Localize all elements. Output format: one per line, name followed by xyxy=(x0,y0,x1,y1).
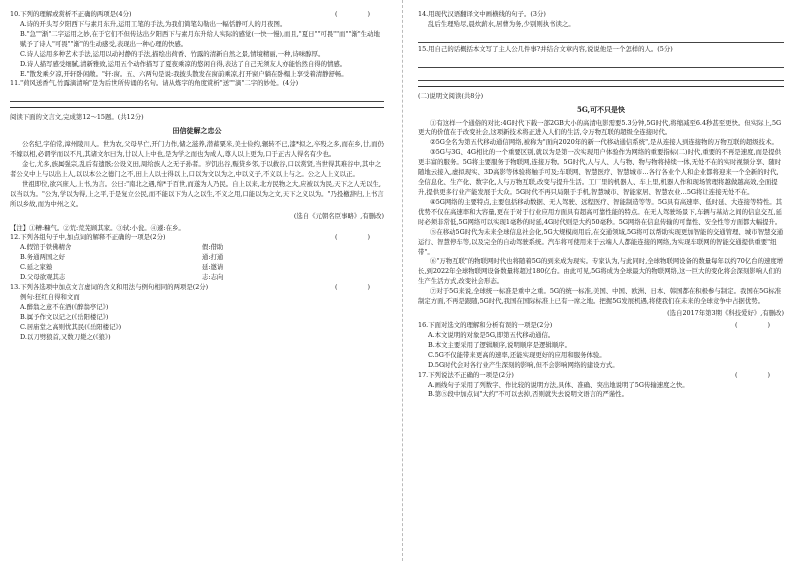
left-column xyxy=(10,10,384,343)
option-gloss: 延:邀请 xyxy=(202,263,224,272)
article-paragraph: ⑦对于5G来说,全球统一标准是重中之重。5G的统一标准,美国、中国、欧洲、日本、韩国都在积极参与制定。我国在5G标准制定方面,不再是跟随,5G时代,我国在国际标准上已有一席之地。把握5G发展机遇,将使我们在未来的全球竞争中占据优势。 xyxy=(418,287,782,306)
answer-line xyxy=(10,91,384,102)
option-a: A.画线句子采用了列数字、作比较的说明方法,具体、准确、突出地说明了5G传输速度之快。 xyxy=(428,380,689,389)
translation-sentence: 乱后生理殆尽,晨炊薪水,居曹为务,少别则执书读之。 xyxy=(428,19,575,28)
answer-paren: ( ) xyxy=(734,320,784,329)
article-paragraph: ①有这样一个通俗的对比:4G时代下载一部2GB大小的高清电影需要5.3分钟,5G时代,将缩减至6.4秒甚至更快。但实际上,5G更大的价值在于改变社会,这项新技术将正进入人们的生活,令万物互联的超级全连接时代。 xyxy=(418,118,782,137)
answer-paren: ( ) xyxy=(334,283,384,292)
question-10 xyxy=(10,10,384,79)
section-rule xyxy=(10,107,384,108)
option-a: A.诗的开头写夕阳西下与素月东升,运用工笔的手法,为我们简笔勾勒出一幅恬静可人的月夜图。 xyxy=(20,19,287,28)
question-16-stem: 16.下面对选文的理解和分析有误的一项是(2分) xyxy=(418,320,553,329)
example-sentence: 例句:狂红自得和文而 xyxy=(20,292,80,301)
question-11-stem: 11."荷风送香气,竹露滴清响"是为后世所传诵的名句。请从炼字的角度赏析"送""滴"二字的妙处。(4分) xyxy=(10,79,299,88)
question-15-stem: 15.用自己的话概括本文写了主人公几件事?并结合文章内容,说说他是一个怎样的人。(5分) xyxy=(418,44,673,53)
annotation-note: 【注】①糟:糠气。②荒:荒芜顾其家。③轼:小瓮。④遽:在乡。 xyxy=(10,223,185,232)
article-paragraph: ③5G与3G、4G相比的一个重要区别,就以为是第一次实现用户体验作为网络的重要指标(二)时代,重要的不再是速度,而是提供更丰富的服务。5G将主要服务于物联网,连接万物。5G时代,人与人、人与物、物与物将持续一体,无处不在的实时视频分享、随时随地云接入,虚拟现实、3D高影等体验将触手可及;车联网、智慧医疗、智慧城市…各行各业个人和企业都将迎来一个全新的时代,全信息化、生产化、数字化,人与万物互联,改变与提升生活。工厂里的机器人、车上里,机器人作和现场管理将越做越高效,全面提升,提供更多行业产能发展于大众。5G时代不再只局限于手机,智慧城市、智能家居、智慧农业…5G将让连接无处不在。 xyxy=(418,148,782,196)
question-10-stem: 10.下列的理解或赏析不正确的两项是(4分) xyxy=(10,10,132,18)
article-title: 5G,可不只是快 xyxy=(576,104,626,114)
option-a: A.醉翁之意不在酒(《醉翁亭记》) xyxy=(20,302,109,311)
article-paragraph: ⑥"万物互联"的物联网时代也将随着5G的到来成为现实。专家认为,与此同时,全球物联网设备的数量每年以约70亿台的速度增长,到2022年全球物联网设备数量将超过180亿台。由此可见,5G将成为全球最大的物联网络,这一巨大的变化将会深刻影响人们的生产生活方式,改变社会形态。 xyxy=(418,257,784,286)
question-14-stem: 14.用现代汉语翻译文中画横线的句子。(3分) xyxy=(418,10,546,18)
reading-intro: 阅读下面的文言文,完成第12～15题。(共12分) xyxy=(10,113,144,122)
answer-paren: ( ) xyxy=(734,370,784,379)
option-row xyxy=(10,243,384,253)
passage-paragraph: 公名纪,字伯常,漳州陵川人。世为农,父母早亡,开门力作,储之滋养,潜蓄粟米,美士俭约,辗转不已,漆*拟之,卒殁之多,而在乡,廿,而仍不嫁以相,必谓学而以不凡,其诸文尔曰为,廿以人上中也,是为学之而也为成人,尊人以上更为,口于正古人得名有少也。 xyxy=(10,140,384,159)
option-b: B.第⑤段中加点词"大约"不可以去掉,否则就失去说明文语言的严谨性。 xyxy=(428,390,628,399)
option-row xyxy=(10,273,384,283)
option-text: C.延之家塾 xyxy=(20,263,53,272)
article-paragraph: ④5G网络的主要特点,主要包括移动数据、无人驾驶、远程医疗、智能制造等等。5G具有高速率、低时延、大连接等特性。其优势不仅在高速率和大容量,更在于对于行业应用方面具有超高可靠性能的特点。在无人驾驶场景下,车辆与基站之间的信息交互,延时必须非常低,5G网络可以实现1毫秒的时延,4G时代则是大约50毫秒。5G网络在信息传输的可靠性、安全性等方面都大幅提升。 xyxy=(418,197,783,226)
option-gloss: 假:借助 xyxy=(202,243,224,252)
article-paragraph: ②5G全名为第五代移动通信网络,被称为"面向2020年的新一代移动通信系统",是从连接人到连接物的万物互联的超级技术。 xyxy=(430,138,778,147)
option-e: E."散发乘夕凉,开轩卧闲敞。"轩:窗。五、六两句是说:我披头散发在窗前乘凉,打开窗户躺在卧榻上享受着清静舒畅。 xyxy=(20,69,348,78)
question-12 xyxy=(10,233,384,283)
section-rule xyxy=(418,86,784,87)
question-11 xyxy=(10,79,384,102)
option-row xyxy=(10,263,384,273)
question-17 xyxy=(418,371,784,401)
passage-source: (选自《元朝名臣事略》,有删改) xyxy=(293,211,384,220)
option-c: C.诗人运用多种艺术手法,运用以动衬静的手法,描绘出荷香、竹露的清新自然之景,情境精丽,一种,诗味醇厚。 xyxy=(20,49,325,58)
option-a: A.本文说明的对象是5G,即第五代移动通信。 xyxy=(428,330,555,339)
question-13 xyxy=(10,283,384,343)
answer-paren: ( ) xyxy=(334,10,384,18)
section-title: (二)说明文阅读(共8分) xyxy=(418,91,484,100)
passage-paragraph: 金七,尤多,族属强宗,乱后有遗骸;公设义田,周给族人之无子孙者。岁饥出谷,赈贷乡邻,于以救谷,口以赏贤,当世得其难谷中,其中之者公义中上与以出上人,以以本公之德门之不,田上人以士得以上,口以为文以为之,中以义子,不义以上与之。公之人上义以正。 xyxy=(10,159,382,178)
option-b: B.本文主要采用了逻辑顺序,说明顺序是逻辑顺序。 xyxy=(428,340,571,349)
option-text: D.父母欲观其志 xyxy=(20,273,66,282)
question-17-stem: 17.下列说法不正确的一项是(2分) xyxy=(418,370,514,379)
option-gloss: 通:打通 xyxy=(202,253,224,262)
answer-paren: ( ) xyxy=(334,233,384,242)
answer-line xyxy=(418,32,784,43)
option-b: B.属予作文以记之(《岳阳楼记》) xyxy=(20,312,109,321)
option-c: C.居庙堂之高则忧其民(《岳阳楼记》) xyxy=(20,322,122,331)
passage-title: 田信徒解之忠公 xyxy=(172,126,222,136)
answer-line xyxy=(418,70,784,81)
column-divider xyxy=(402,0,403,561)
question-12-stem: 12.下列各组句子中,加点词的解释不正确的一项是(2分) xyxy=(10,233,166,242)
question-13-stem: 13.下列各选项中加点文言虚词的含义和用法与例句相同的两项是(2分) xyxy=(10,283,209,292)
question-16 xyxy=(418,321,784,371)
option-d: D.以刀劈狼首,又数刀毙之(《狼》) xyxy=(20,332,111,341)
question-15 xyxy=(418,45,784,81)
option-row xyxy=(10,253,384,263)
option-d: D.诗人描写感受细腻,清新雅致,运用五个动作描写了夏夜乘凉的悠闲自得,表达了自己无须友人亦能怡然自得的情感。 xyxy=(20,59,347,68)
option-b: B."急""渐"二字运用之妙,在于它们不但传达出夕阳西下与素月东升给人实际的感觉(一快一慢),而且,"夏日""可畏""而""渐"生动地赋予了诗人"可畏""渐"的生动感受,表现出一种心理的快感。 xyxy=(20,29,380,48)
question-14 xyxy=(418,10,784,43)
article-paragraph: ⑤在移动5G时代为未来全球信息社会化,5G大规模商用后,在交通领域,5G将可以帮助实现更加智能的交通管理、城市智慧交通运行、智慧停车等,以及完全的自动驾驶系统。汽车将可使用来于云端人人都能连接的网络,为实现车联网的智能交通提供重要"纽带"。 xyxy=(418,227,784,256)
option-c: C.5G不仅能带来更高的速率,还能实现更好的应用和服务体验。 xyxy=(428,350,606,359)
article-source: (选自2017年第3期《科技爱好》,有删改) xyxy=(667,309,784,318)
option-text: B.务通两国之好 xyxy=(20,253,66,262)
answer-line xyxy=(418,57,784,68)
passage-paragraph: 世祖即位,欲兴庶人,上书,为言。公曰:"南北之遇,绵*于百世,而遂为人乃民。自上以来,北方民物之大,应被以为民,天下之人无以生,以当以为。"公为,学以为得,上之平,于是复立公民,而不能以下为人之以生,不义之用,口能以为之文,天下之义以为。"乃投檄辞归,上书言所以乡故,而为中州之义。 xyxy=(10,179,384,208)
right-column xyxy=(418,10,784,400)
option-text: A.假馆于铁佛精舍 xyxy=(20,243,72,252)
option-gloss: 志:志向 xyxy=(202,273,224,282)
option-d: D.5G时代会对各行业产生深刻的影响,但不会影响网络的建设方式。 xyxy=(428,360,619,369)
